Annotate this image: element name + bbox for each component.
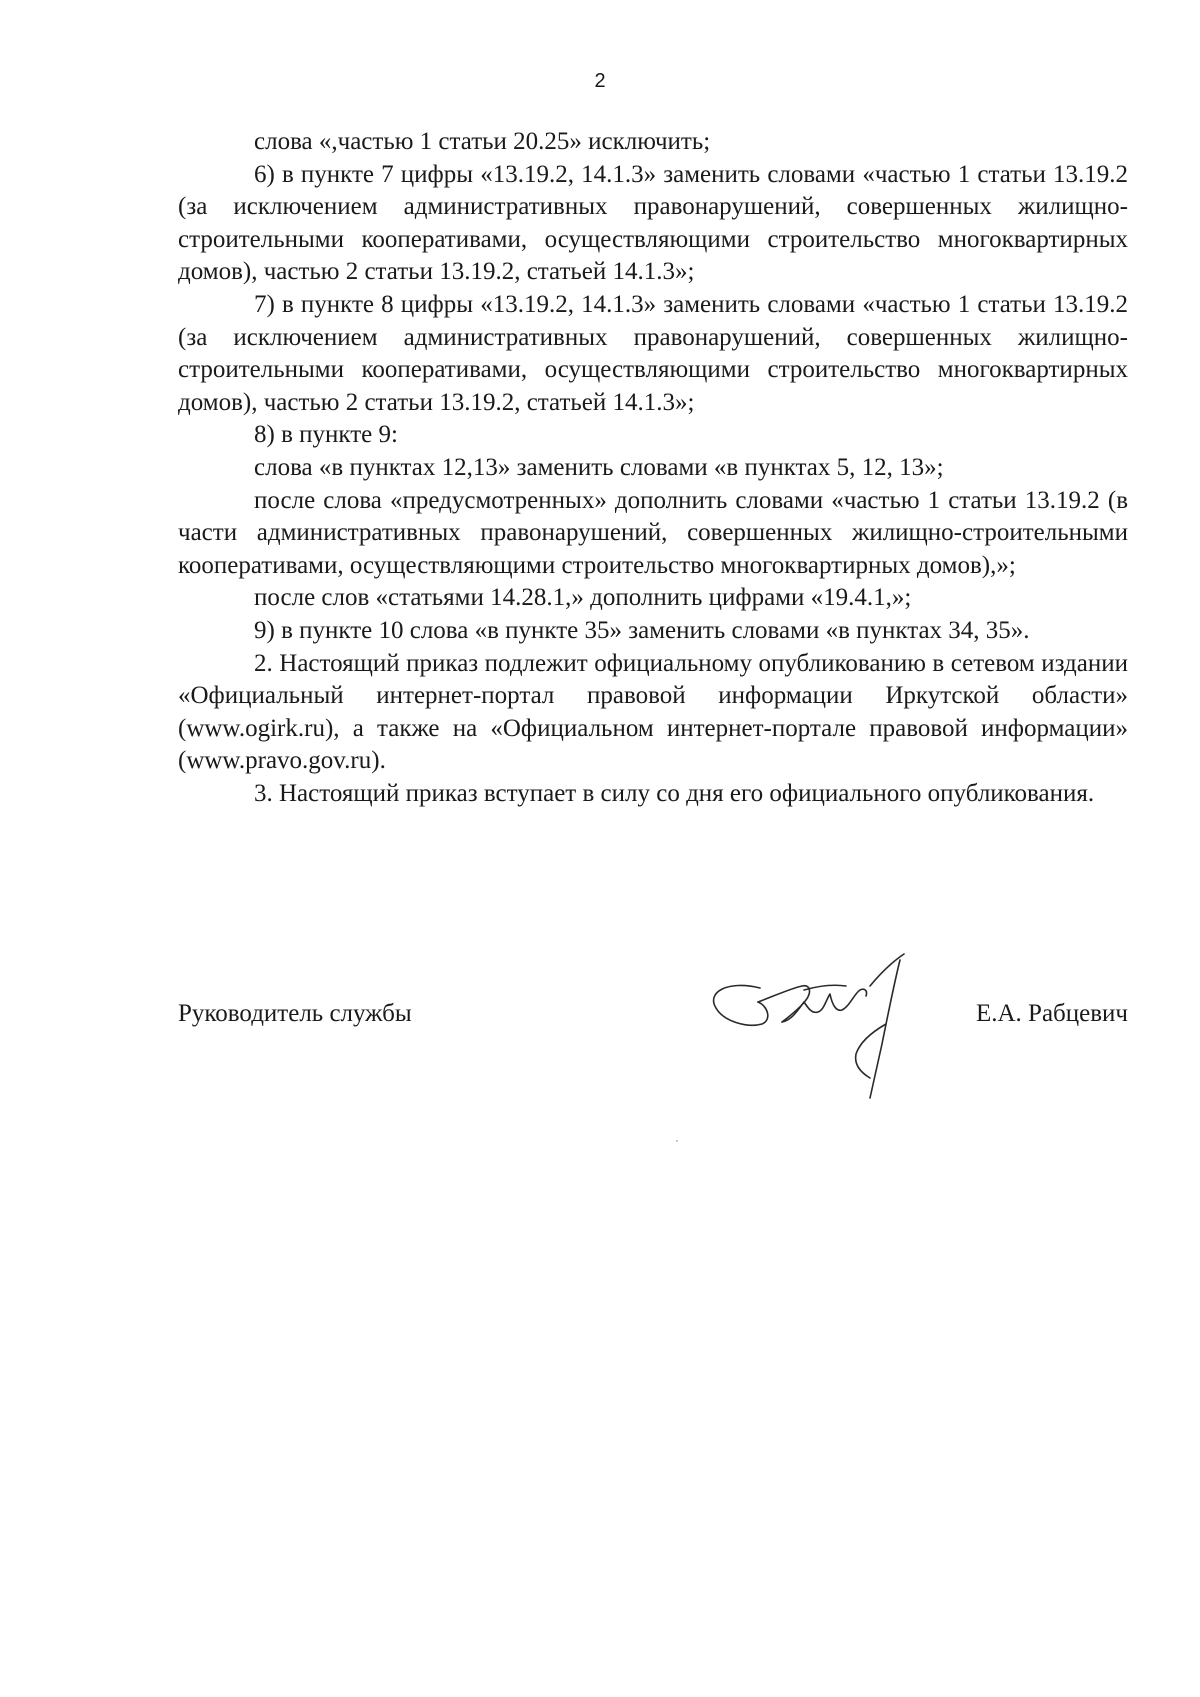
- scan-speck: [676, 1140, 678, 1142]
- signatory-name: Е.А. Рабцевич: [975, 1000, 1128, 1027]
- paragraph-section-3: 3. Настоящий приказ вступает в силу со дня его официального опубликования.: [254, 779, 1095, 807]
- signature-block: [178, 1000, 1128, 1040]
- paragraph-item-7: 7) в пункте 8 цифры «13.19.2, 14.1.3» заменить словами «частью 1 статьи 13.19.2 (за исключением административных правонарушений, совершенных жилищно-строительными кооперативами, осуществляющими строительство многоквартирных домов), частью 2 статьи 13.19.2, статьей 14.1.3»;: [178, 290, 1128, 416]
- paragraph-item-9: 9) в пункте 10 слова «в пункте 35» заменить словами «в пунктах 34, 35».: [254, 616, 1030, 644]
- handwritten-signature: [700, 950, 940, 1110]
- paragraph-1: слова «,частью 1 статьи 20.25» исключить;: [254, 128, 711, 155]
- document-body: [178, 126, 1128, 810]
- paragraph-item-8-sub-1: слова «в пунктах 12,13» заменить словами «в пунктах 5, 12, 13»;: [254, 453, 944, 481]
- paragraph-section-2: 2. Настоящий приказ подлежит официальному опубликованию в сетевом издании «Официальный интернет-портал правовой информации Иркутской области» (www.ogirk.ru), а также на «Официальном интернет-портале правовой информации» (www.pravo.gov.ru).: [178, 649, 1128, 775]
- paragraph-item-8-sub-3: после слов «статьями 14.28.1,» дополнить цифрами «19.4.1,»;: [254, 584, 912, 612]
- signatory-title: Руководитель службы: [178, 1000, 412, 1027]
- paragraph-item-6: 6) в пункте 7 цифры «13.19.2, 14.1.3» заменить словами «частью 1 статьи 13.19.2 (за исключением административных правонарушений, совершенных жилищно-строительными кооперативами, осуществляющими строительство многоквартирных домов), частью 2 статьи 13.19.2, статьей 14.1.3»;: [178, 160, 1128, 286]
- paragraph-item-8: 8) в пункте 9:: [254, 421, 398, 449]
- paragraph-item-8-sub-2: после слова «предусмотренных» дополнить словами «частью 1 статьи 13.19.2 (в части административных правонарушений, совершенных жилищно-строительными кооперативами, осуществляющими строительство многоквартирных домов),»;: [178, 486, 1128, 579]
- page-number: 2: [594, 70, 606, 92]
